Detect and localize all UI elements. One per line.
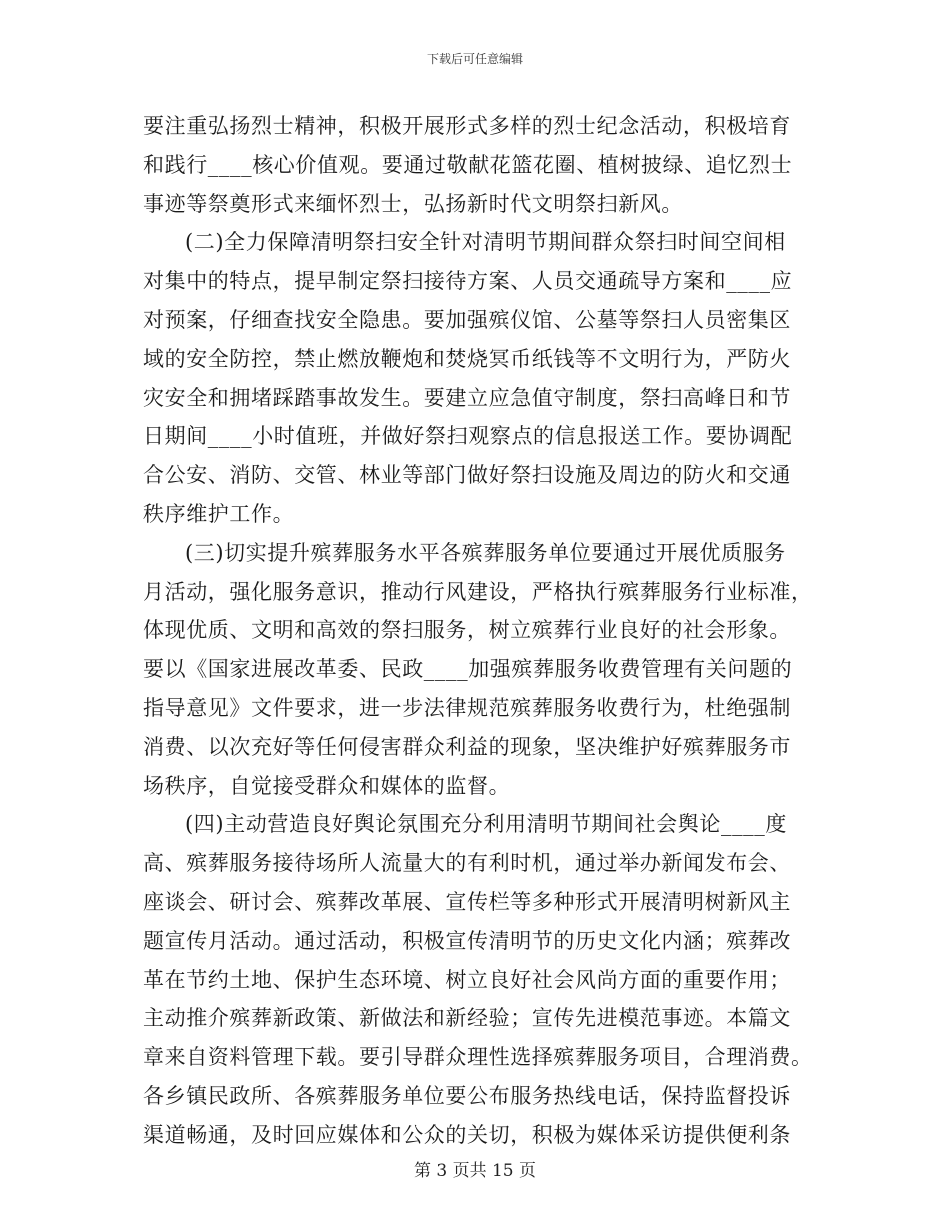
- text-line: 高、殡葬服务接待场所人流量大的有利时机，通过举办新闻发布会、: [143, 851, 791, 876]
- text-line: 日期间____小时值班，并做好祭扫观察点的信息报送工作。要协调配: [143, 424, 793, 449]
- text-line: 月活动，强化服务意识，推动行风建设，严格执行殡葬服务行业标准，: [143, 579, 813, 604]
- page-footer: 第 3 页共 15 页: [413, 1161, 537, 1181]
- text-line: 对集中的特点，提早制定祭扫接待方案、人员交通疏导方案和____应: [143, 269, 793, 294]
- page-header: 下载后可任意编辑: [426, 52, 523, 66]
- text-line: (四)主动营造良好舆论氛围充分利用清明节期间社会舆论____度: [185, 812, 787, 837]
- text-line: 革在节约土地、保护生态环境、树立良好社会风尚方面的重要作用；: [143, 967, 791, 992]
- text-line: 灾安全和拥堵踩踏事故发生。要建立应急值守制度，祭扫高峰日和节: [143, 385, 791, 410]
- text-line: 指导意见》文件要求，进一步法律规范殡葬服务收费行为，杜绝强制: [143, 695, 791, 720]
- text-line: 要以《国家进展改革委、民政____加强殡葬服务收费管理有关问题的: [143, 657, 793, 682]
- text-line: 要注重弘扬烈士精神，积极开展形式多样的烈士纪念活动，积极培育: [143, 114, 791, 138]
- text-line: 域的安全防控，禁止燃放鞭炮和焚烧冥币纸钱等不文明行为，严防火: [143, 346, 791, 371]
- text-line: 和践行____核心价值观。要通过敬献花篮花圈、植树披绿、追忆烈士: [143, 152, 793, 177]
- body-text: [143, 107, 823, 1155]
- text-line: 体现优质、文明和高效的祭扫服务，树立殡葬行业良好的社会形象。: [143, 618, 791, 643]
- text-line: 事迹等祭奠形式来缅怀烈士，弘扬新时代文明祭扫新风。: [143, 191, 683, 216]
- text-line: 合公安、消防、交管、林业等部门做好祭扫设施及周边的防火和交通: [143, 463, 791, 488]
- text-line: (三)切实提升殡葬服务水平各殡葬服务单位要通过开展优质服务: [185, 540, 786, 565]
- text-line: 秩序维护工作。: [143, 501, 295, 526]
- text-line: 座谈会、研讨会、殡葬改革展、宣传栏等多种形式开展清明树新风主: [143, 889, 791, 914]
- text-line: 渠道畅通，及时回应媒体和公众的关切，积极为媒体采访提供便利条: [143, 1122, 791, 1147]
- text-line: 题宣传月活动。通过活动，积极宣传清明节的历史文化内涵；殡葬改: [143, 928, 791, 953]
- text-line: 场秩序，自觉接受群众和媒体的监督。: [143, 773, 511, 798]
- text-line: 各乡镇民政所、各殡葬服务单位要公布服务热线电话，保持监督投诉: [143, 1083, 791, 1108]
- text-line: 主动推介殡葬新政策、新做法和新经验；宣传先进模范事迹。本篇文: [143, 1006, 791, 1031]
- text-line: (二)全力保障清明祭扫安全针对清明节期间群众祭扫时间空间相: [185, 230, 786, 255]
- text-line: 章来自资料管理下载。要引导群众理性选择殡葬服务项目，合理消费。: [143, 1045, 813, 1070]
- text-line: 对预案，仔细查找安全隐患。要加强殡仪馆、公墓等祭扫人员密集区: [143, 307, 791, 332]
- text-line: 消费、以次充好等任何侵害群众利益的现象，坚决维护好殡葬服务市: [143, 734, 791, 759]
